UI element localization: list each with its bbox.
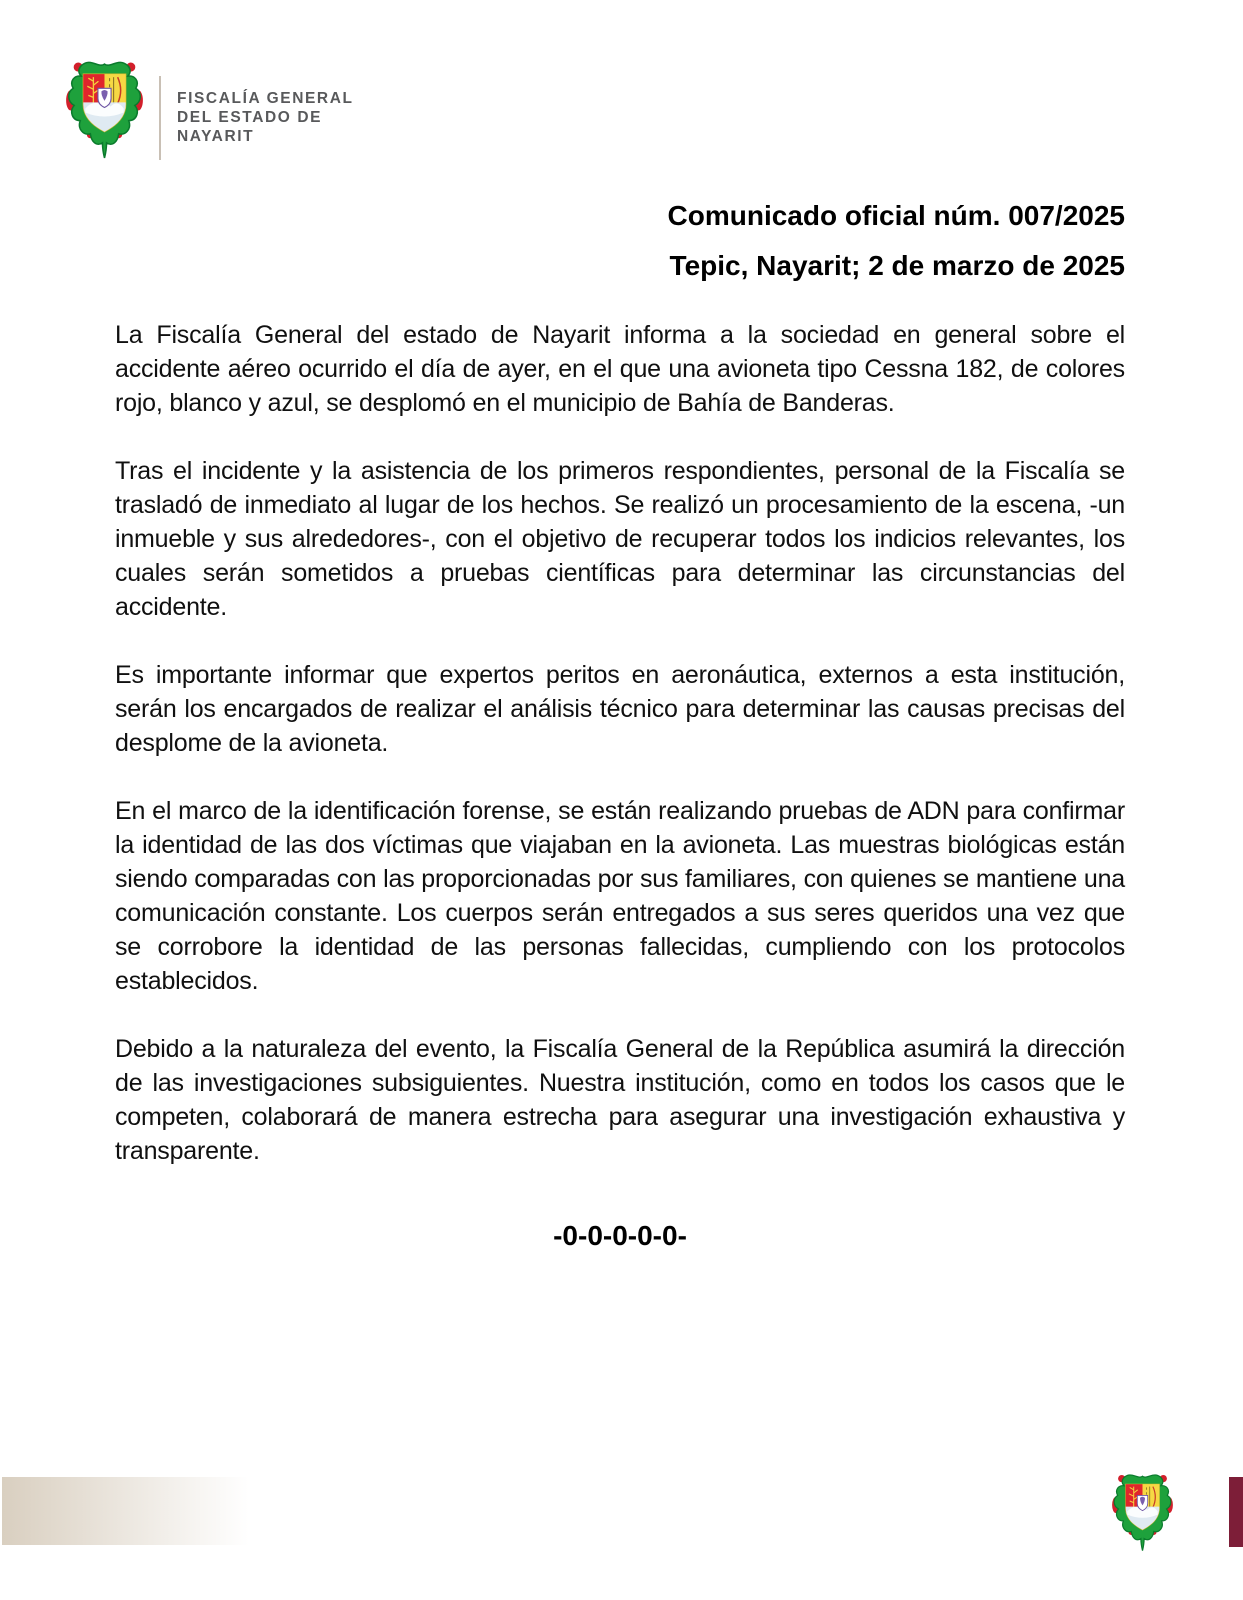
body-paragraph: La Fiscalía General del estado de Nayarit informa a la sociedad en general sobre el accidente aéreo ocurrido el día de ayer, en el que una avioneta tipo Cessna 182, de colores rojo, blanco y azul, se desplomó en el municipio de Bahía de Banderas.	[115, 321, 1125, 417]
footer-accent-bar	[1229, 1477, 1243, 1547]
body-paragraph: Tras el incidente y la asistencia de los primeros respondientes, personal de la Fiscalía se trasladó de inmediato al lugar de los hechos. Se realizó un procesamiento de la escena, -un inmueble y sus alrededores-, con el objetivo de recuperar todos los indicios relevantes, los cuales serán sometidos a pruebas científicas para determinar las circunstancias del accidente.	[115, 457, 1125, 621]
org-name-line3: NAYARIT	[177, 128, 255, 145]
document-title: Comunicado oficial núm. 007/2025	[667, 200, 1125, 231]
document-dateline: Tepic, Nayarit; 2 de marzo de 2025	[669, 250, 1125, 281]
body-paragraph: Debido a la naturaleza del evento, la Fiscalía General de la República asumirá la dirección de las investigaciones subsiguientes. Nuestra institución, como en todos los casos que le competen, colaborará de manera estrecha para asegurar una investigación exhaustiva y transparente.	[115, 1035, 1125, 1165]
body-paragraph: En el marco de la identificación forense, se están realizando pruebas de ADN para confirmar la identidad de las dos víctimas que viajaban en la avioneta. Las muestras biológicas están siendo comparadas con las proporcionadas por sus familiares, con quienes se mantiene una comunicación constante. Los cuerpos serán entregados a sus seres queridos una vez que se corrobore la identidad de las personas fallecidas, cumpliendo con los protocolos establecidos.	[115, 797, 1125, 995]
body-paragraph: Es importante informar que expertos peritos en aeronáutica, externos a esta institución, serán los encargados de realizar el análisis técnico para determinar las causas precisas del desplome de la avioneta.	[115, 661, 1125, 757]
footer-gradient-bar	[2, 1477, 249, 1545]
org-name-line1: FISCALÍA GENERAL	[177, 90, 354, 107]
document-content	[115, 198, 1125, 1252]
org-name	[177, 89, 354, 146]
nayarit-coat-of-arms-icon	[1112, 1473, 1173, 1553]
nayarit-coat-of-arms-icon	[66, 60, 143, 161]
closing-separator: -0-0-0-0-0-	[553, 1220, 687, 1251]
org-name-line2: DEL ESTADO DE	[177, 109, 323, 126]
body-paragraphs	[115, 318, 1125, 1168]
header-divider	[159, 76, 161, 160]
